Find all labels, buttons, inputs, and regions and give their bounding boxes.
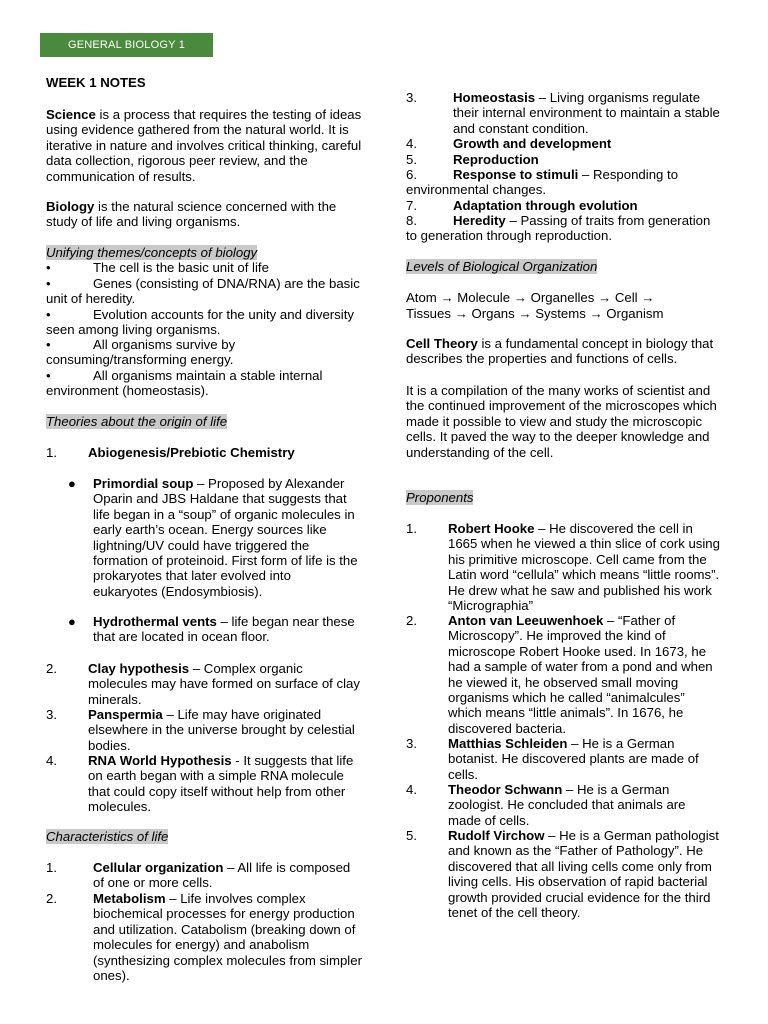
characteristic-item: 5. Reproduction [406, 152, 539, 167]
levels-heading: Levels of Biological Organization [406, 259, 598, 274]
unifying-item: • Genes (consisting of DNA/RNA) are the basic unit of heredity. [46, 276, 360, 307]
proponent-item: 4. Theodor Schwann – He is a German zoologist. He concluded that animals are made of cells. [406, 782, 686, 828]
proponent-item: 5. Rudolf Virchow – He is a German pathologist and known as the “Father of Pathology”. He discovered that all living cells come only from living cells. His observation of rapid bacterial growth provided crucial evidence for the third tenet of the cell theory. [406, 828, 719, 921]
theories-heading: Theories about the origin of life [46, 414, 228, 429]
course-banner: GENERAL BIOLOGY 1 [40, 33, 213, 57]
unifying-heading: Unifying themes/concepts of biology [46, 245, 258, 260]
proponent-item: 3. Matthias Schleiden – He is a German botanist. He discovered plants are made of cells. [406, 736, 699, 782]
biology-definition: Biology is the natural science concerned with the study of life and living organisms. [46, 199, 337, 230]
theory-item: 3. Panspermia – Life may have originated elsewhere in the universe brought by celestial bodies. [46, 707, 355, 753]
characteristic-item: 4. Growth and development [406, 136, 612, 151]
characteristic-item: 6. Response to stimuli – Responding to environmental changes. [406, 167, 679, 198]
characteristic-item: 1. Cellular organization – All life is composed of one or more cells. [46, 860, 351, 891]
cell-theory-definition: Cell Theory is a fundamental concept in biology that describes the properties and functions of cells. [406, 336, 714, 367]
proponents-heading: Proponents [406, 490, 474, 505]
characteristic-item: 8. Heredity – Passing of traits from generation to generation through reproduction. [406, 213, 711, 244]
levels-line-1: Atom → Molecule → Organelles → Cell → [406, 290, 655, 305]
cell-theory-paragraph: It is a compilation of the many works of scientist and the continued improvement of the microscopes which made it possible to view and study the microscopic cells. It paved the way to the deeper knowledge and understanding of the cell. [406, 383, 717, 460]
theory-item: 2. Clay hypothesis – Complex organic molecules may have formed on surface of clay minerals. [46, 661, 360, 707]
abiogenesis-item: 1. Abiogenesis/Prebiotic Chemistry [46, 445, 295, 460]
levels-line-2: Tissues → Organs → Systems → Organism [406, 306, 664, 321]
primordial-soup-item: ● Primordial soup – Proposed by Alexander Oparin and JBS Haldane that suggests that life began in a “soup” of organic molecules in early earth’s ocean. Energy sources like lightning/UV could have triggered the formation of proteinoid. First form of life is the prokaryotes that later evolved into eukaryotes (Endosymbiosis). [68, 476, 358, 599]
theory-item: 4. RNA World Hypothesis - It suggests that life on earth began with a simple RNA molecule that could copy itself without help from other molecules. [46, 753, 354, 815]
characteristic-item: 7. Adaptation through evolution [406, 198, 638, 213]
week-title: WEEK 1 NOTES [46, 75, 146, 90]
characteristic-item: 3. Homeostasis – Living organisms regulate their internal environment to maintain a stable and constant condition. [406, 90, 720, 136]
characteristic-item: 2. Metabolism – Life involves complex biochemical processes for energy production and utilization. Catabolism (breaking down of molecules for energy) and anabolism (synthesizing complex molecules from simpler ones). [46, 891, 362, 984]
proponent-item: 1. Robert Hooke – He discovered the cell in 1665 when he viewed a thin slice of cork using his primitive microscope. Cell came from the Latin word “cellula” which means “little rooms”. He drew what he saw and published his work “Micrographia” [406, 521, 720, 614]
unifying-item: • The cell is the basic unit of life [46, 260, 269, 275]
characteristics-heading: Characteristics of life [46, 829, 169, 844]
unifying-item: • All organisms maintain a stable internal environment (homeostasis). [46, 368, 323, 399]
science-definition: Science is a process that requires the testing of ideas using evidence gathered from the natural world. It is iterative in nature and involves critical thinking, careful data collection, rigorous peer review, and the communication of results. [46, 107, 362, 184]
unifying-item: • Evolution accounts for the unity and diversity seen among living organisms. [46, 307, 354, 338]
unifying-item: • All organisms survive by consuming/transforming energy. [46, 337, 236, 368]
proponent-item: 2. Anton van Leeuwenhoek – “Father of Microscopy”. He improved the kind of microscope Robert Hooke used. In 1673, he had a sample of water from a pond and when he viewed it, he observed small moving organisms which he called “animalcules” which means “little animals”. In 1676, he discovered bacteria. [406, 613, 713, 736]
hydrothermal-vents-item: ● Hydrothermal vents – life began near these that are located in ocean floor. [68, 614, 355, 645]
